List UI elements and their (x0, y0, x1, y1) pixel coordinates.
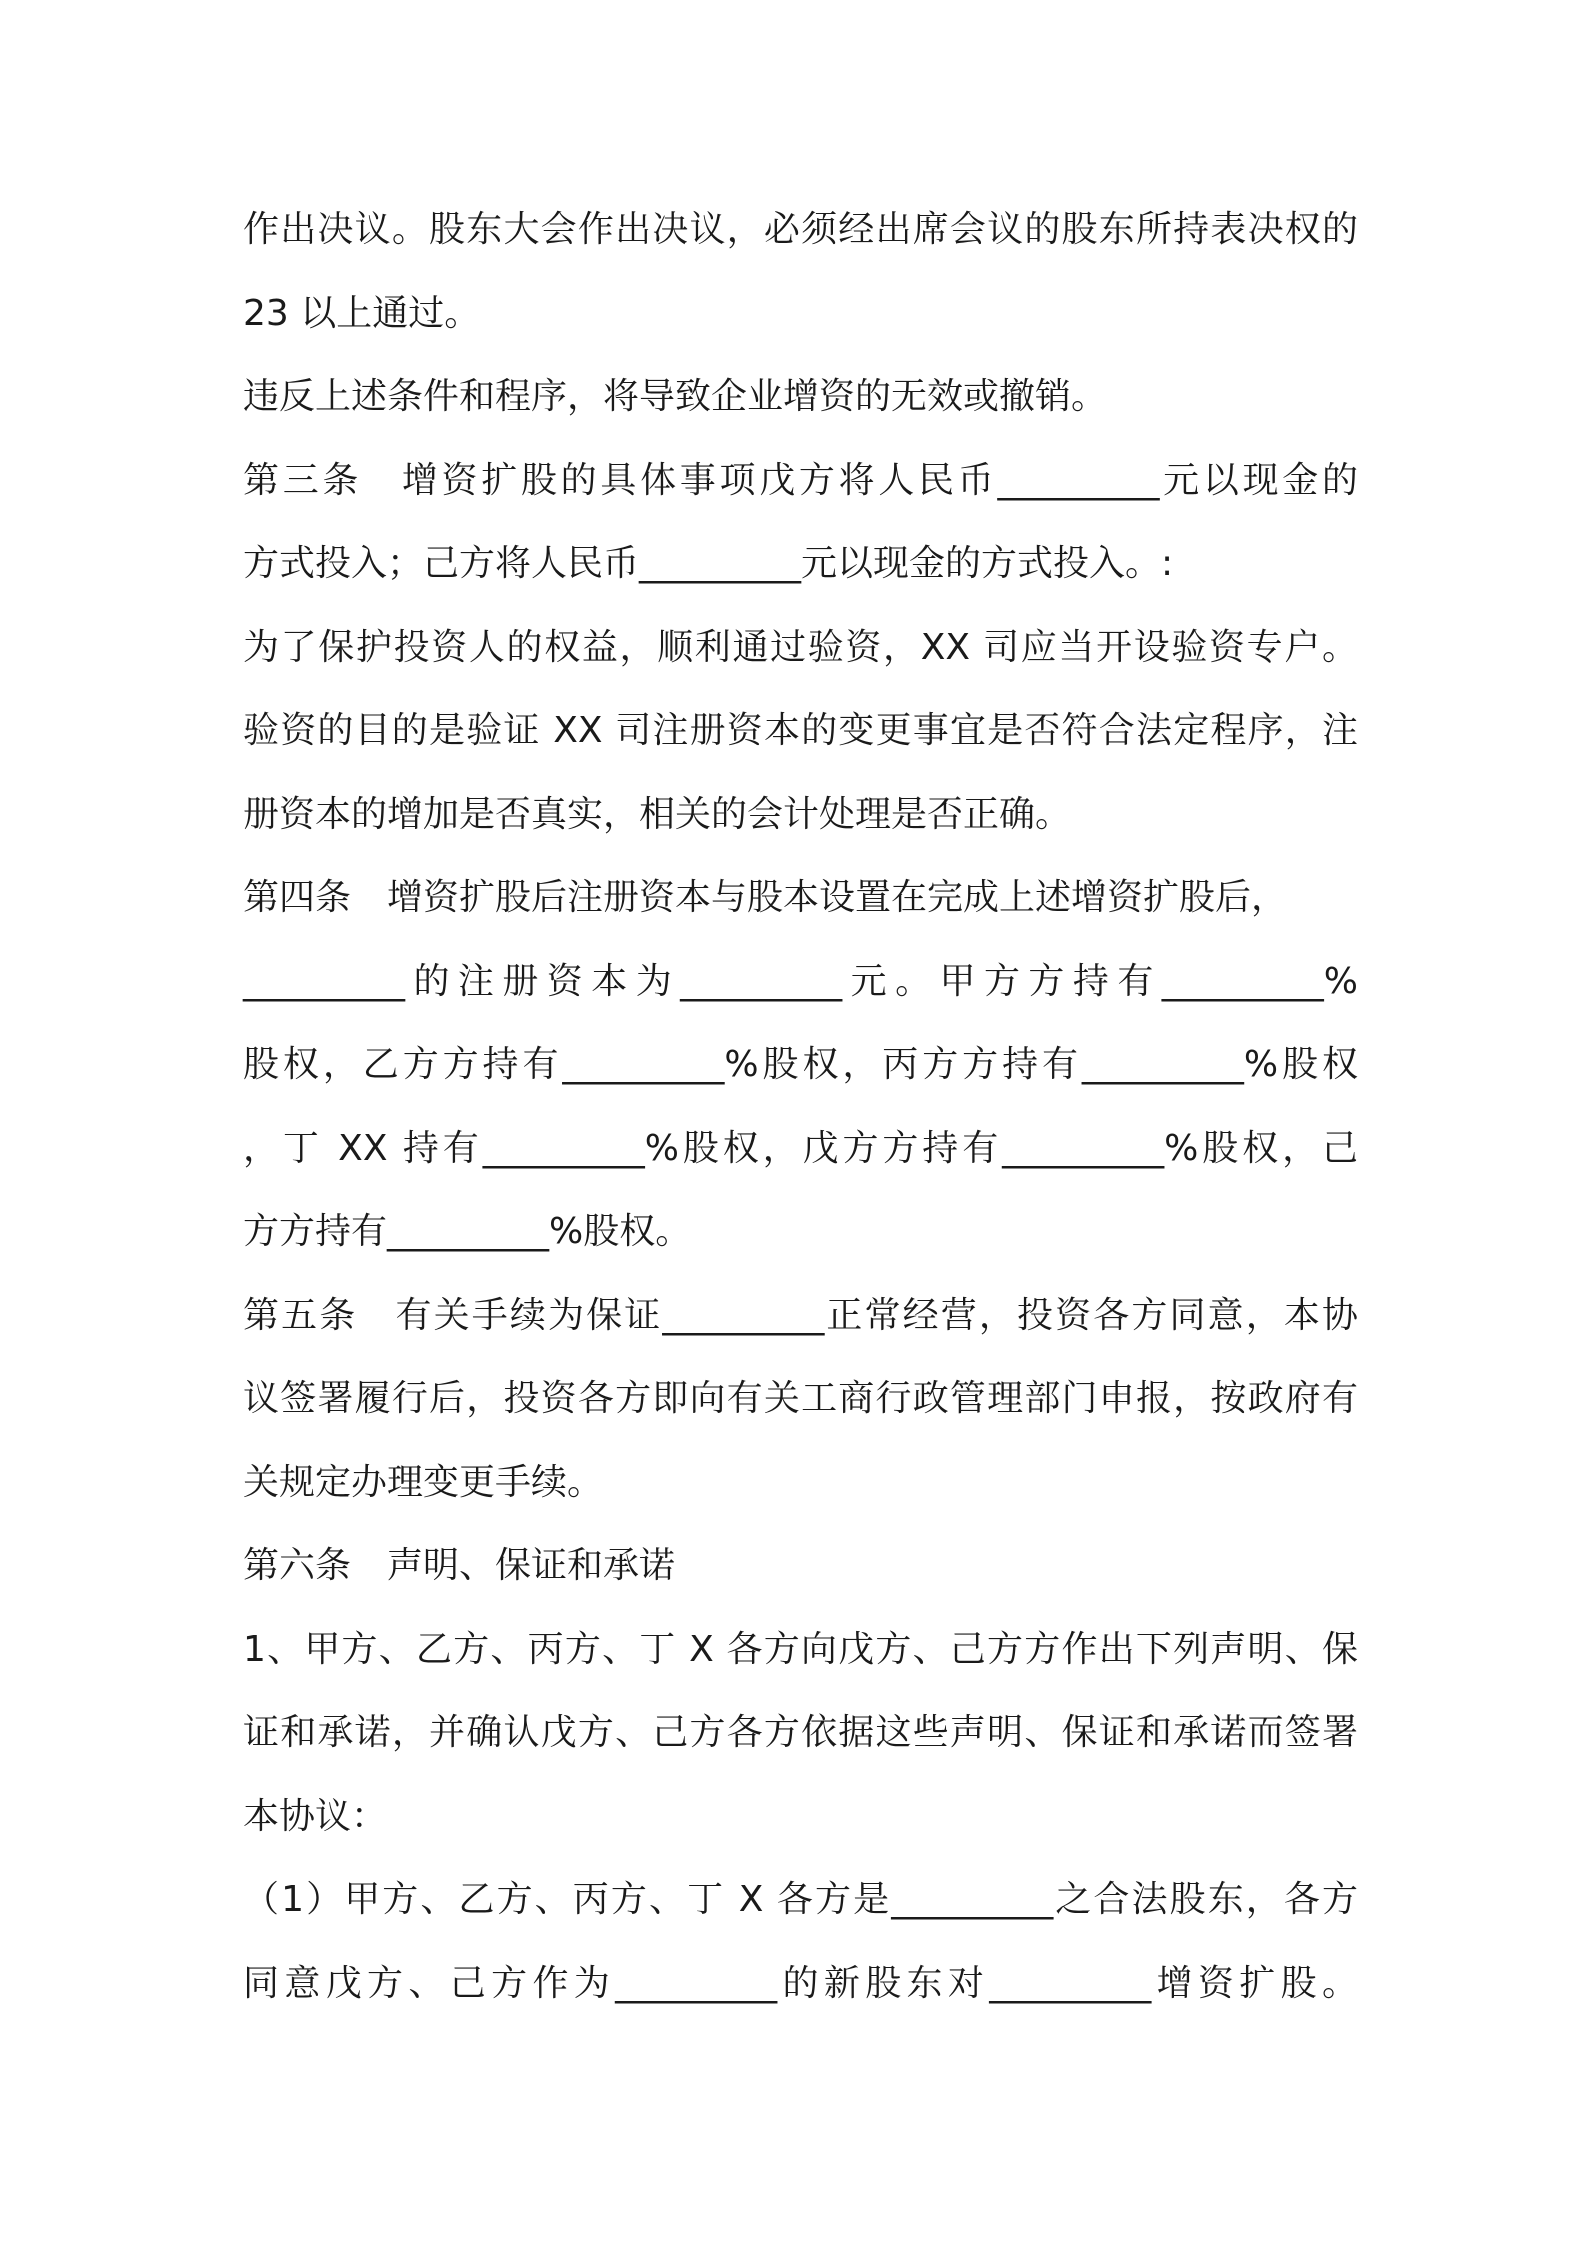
text-line: 册资本的增加是否真实，相关的会计处理是否正确。 (243, 793, 1072, 835)
article-4-heading: 第四条 增资扩股后注册资本与股本设置在完成上述增资扩股后， (243, 877, 1288, 918)
text-line: 同意戊方、己方作为_________的新股东对_________增资扩股。 (243, 1962, 1358, 2004)
article-6-heading: 第六条 声明、保证和承诺 (243, 1545, 676, 1586)
text-line: 23 以上通过。 (243, 292, 481, 334)
text-line: 议签署履行后，投资各方即向有关工商行政管理部门申报，按政府有 (243, 1378, 1358, 1419)
text-line: （1）甲方、乙方、丙方、丁 X 各方是_________之合法股东，各方 (243, 1879, 1358, 1920)
text-line: 作出决议。股东大会作出决议，必须经出席会议的股东所持表决权的 (243, 209, 1358, 250)
text-line: 1、甲方、乙方、丙方、丁 X 各方向戊方、己方方作出下列声明、保 (243, 1628, 1358, 1670)
text-line: 关规定办理变更手续。 (243, 1461, 604, 1503)
text-line: 股权，乙方方持有_________%股权，丙方方持有_________%股权 (243, 1044, 1358, 1085)
article-3-heading: 第三条 增资扩股的具体事项戊方将人民币_________元以现金的 (243, 459, 1358, 501)
text-line: _________的注册资本为_________元。甲方方持有_________% (243, 960, 1358, 1002)
document-body (243, 198, 1358, 2035)
text-line: 方式投入；己方将人民币_________元以现金的方式投入。: (243, 543, 1174, 584)
text-line: 本协议： (243, 1795, 388, 1837)
text-line: ，丁 XX 持有_________%股权，戊方方持有_________%股权，己 (243, 1127, 1358, 1169)
text-line: 证和承诺，并确认戊方、己方各方依据这些声明、保证和承诺而签署 (243, 1712, 1358, 1753)
article-5-heading: 第五条 有关手续为保证_________正常经营，投资各方同意，本协 (243, 1294, 1358, 1336)
text-line: 验资的目的是验证 XX 司注册资本的变更事宜是否符合法定程序，注 (243, 710, 1358, 751)
text-line: 违反上述条件和程序，将导致企业增资的无效或撤销。 (243, 376, 1108, 417)
text-line: 为了保护投资人的权益，顺利通过验资，XX 司应当开设验资专户。 (243, 626, 1358, 668)
text-line: 方方持有_________%股权。 (243, 1211, 692, 1252)
